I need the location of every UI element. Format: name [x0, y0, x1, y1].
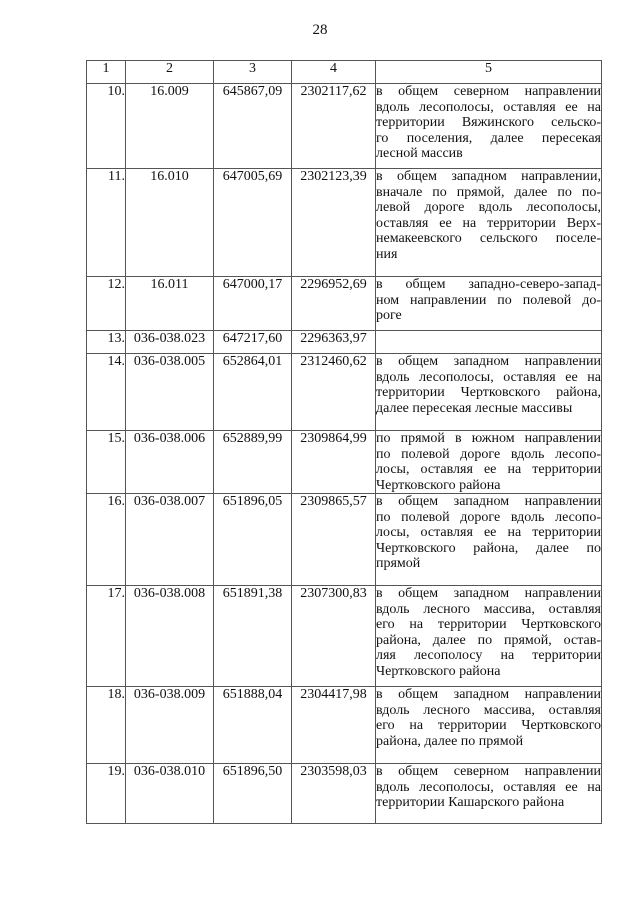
table-row: [87, 431, 602, 494]
x-coordinate-cell: 652889,99: [214, 431, 292, 494]
description-line: вдоль лесополосы, оставляя ее на: [376, 779, 601, 795]
table-row: [87, 331, 602, 354]
point-code-cell: 036-038.008: [126, 586, 214, 687]
y-coordinate-cell: 2296952,69: [292, 277, 376, 331]
point-code-cell: 036-038.010: [126, 764, 214, 824]
x-coordinate-cell: 651888,04: [214, 687, 292, 764]
description-line: в общем западном направлении,: [376, 169, 601, 184]
y-coordinate-cell: 2302117,62: [292, 84, 376, 169]
description-cell: [376, 764, 602, 824]
description-line: Чертковского района: [376, 477, 501, 493]
boundary-table: [86, 60, 602, 824]
description-line: ния: [376, 246, 398, 262]
description-line: территории Кашарского района: [376, 795, 565, 810]
description-line: лосы, оставляя ее на территории: [376, 525, 601, 540]
x-coordinate-cell: 647005,69: [214, 169, 292, 277]
table-body: [87, 84, 602, 824]
header-cell-1: 1: [87, 61, 126, 84]
description-line: по полевой дороге вдоль лесопо-: [376, 509, 601, 525]
description-cell: [376, 331, 602, 354]
row-number-cell: 19.: [87, 764, 126, 824]
description-line: Чертковского района: [376, 663, 501, 679]
description-line: немакеевского сельского поселе-: [376, 231, 601, 246]
point-code-cell: 036-038.009: [126, 687, 214, 764]
description-cell: [376, 431, 602, 494]
header-cell-4: 4: [292, 61, 376, 84]
description-line: в общем западном направлении: [376, 354, 601, 369]
description-line: левой дороге вдоль лесополосы,: [376, 200, 601, 215]
header-row: [87, 61, 602, 84]
y-coordinate-cell: 2304417,98: [292, 687, 376, 764]
description-cell: [376, 354, 602, 431]
description-line: в общем северном направлении: [376, 84, 601, 99]
description-line: его на территории Чертковского: [376, 617, 601, 632]
table-row: [87, 494, 602, 586]
description-line: вначале по прямой, далее по по-: [376, 184, 601, 200]
point-code-cell: 036-038.005: [126, 354, 214, 431]
row-number-cell: 17.: [87, 586, 126, 687]
y-coordinate-cell: 2307300,83: [292, 586, 376, 687]
y-coordinate-cell: 2303598,03: [292, 764, 376, 824]
page-number: 28: [312, 22, 328, 38]
row-number-cell: 15.: [87, 431, 126, 494]
y-coordinate-cell: 2309864,99: [292, 431, 376, 494]
description-line: вдоль лесного массива, оставляя: [376, 601, 601, 617]
description-line: района, далее по прямой: [376, 733, 524, 749]
y-coordinate-cell: 2302123,39: [292, 169, 376, 277]
x-coordinate-cell: 647000,17: [214, 277, 292, 331]
description-line: территории Чертковского района,: [376, 385, 601, 400]
description-line: роге: [376, 308, 402, 323]
table-row: [87, 764, 602, 824]
x-coordinate-cell: 647217,60: [214, 331, 292, 354]
row-number-cell: 10.: [87, 84, 126, 169]
description-line: в общем западном направлении: [376, 586, 601, 601]
description-line: района, далее по прямой, остав-: [376, 632, 601, 648]
y-coordinate-cell: 2309865,57: [292, 494, 376, 586]
description-line: лесной массив: [376, 146, 463, 161]
description-line: Чертковского района, далее по: [376, 540, 601, 556]
y-coordinate-cell: 2296363,97: [292, 331, 376, 354]
table-row: [87, 687, 602, 764]
description-line: вдоль лесного массива, оставляя: [376, 702, 601, 718]
description-line: оставляя ее на территории Верх-: [376, 215, 601, 231]
point-code-cell: 16.011: [126, 277, 214, 331]
description-line: территории Вяжинского сельско-: [376, 115, 601, 130]
description-line: прямой: [376, 556, 421, 571]
description-line: по прямой в южном направлении: [376, 431, 601, 446]
header-cell-2: 2: [126, 61, 214, 84]
row-number-cell: 13.: [87, 331, 126, 354]
description-line: в общем западном направлении: [376, 687, 601, 702]
header-cell-3: 3: [214, 61, 292, 84]
description-line: в общем западном направлении: [376, 494, 601, 509]
description-line: его на территории Чертковского: [376, 718, 601, 733]
description-line: в общем северном направлении: [376, 764, 601, 779]
x-coordinate-cell: 652864,01: [214, 354, 292, 431]
x-coordinate-cell: 651896,50: [214, 764, 292, 824]
point-code-cell: 036-038.007: [126, 494, 214, 586]
point-code-cell: 036-038.006: [126, 431, 214, 494]
description-line: вдоль лесополосы, оставляя ее на: [376, 99, 601, 115]
point-code-cell: 16.009: [126, 84, 214, 169]
description-line: в общем западно-северо-запад-: [376, 277, 601, 292]
description-cell: [376, 586, 602, 687]
x-coordinate-cell: 651891,38: [214, 586, 292, 687]
point-code-cell: 036-038.023: [126, 331, 214, 354]
row-number-cell: 18.: [87, 687, 126, 764]
description-line: лосы, оставляя ее на территории: [376, 462, 601, 477]
row-number-cell: 11.: [87, 169, 126, 277]
row-number-cell: 14.: [87, 354, 126, 431]
description-cell: [376, 687, 602, 764]
description-cell: [376, 84, 602, 169]
description-line: го поселения, далее пересекая: [376, 130, 601, 146]
description-cell: [376, 494, 602, 586]
table-row: [87, 169, 602, 277]
x-coordinate-cell: 645867,09: [214, 84, 292, 169]
description-cell: [376, 169, 602, 277]
row-number-cell: 12.: [87, 277, 126, 331]
header-cell-5: 5: [376, 61, 602, 84]
row-number-cell: 16.: [87, 494, 126, 586]
table-row: [87, 354, 602, 431]
table-row: [87, 586, 602, 687]
description-line: ляя лесополосу на территории: [376, 648, 601, 663]
description-line: далее пересекая лесные массивы: [376, 400, 573, 416]
description-line: по полевой дороге вдоль лесопо-: [376, 446, 601, 462]
description-line: ном направлении по полевой до-: [376, 292, 601, 308]
table-row: [87, 84, 602, 169]
x-coordinate-cell: 651896,05: [214, 494, 292, 586]
description-cell: [376, 277, 602, 331]
y-coordinate-cell: 2312460,62: [292, 354, 376, 431]
description-line: вдоль лесополосы, оставляя ее на: [376, 369, 601, 385]
point-code-cell: 16.010: [126, 169, 214, 277]
table-row: [87, 277, 602, 331]
